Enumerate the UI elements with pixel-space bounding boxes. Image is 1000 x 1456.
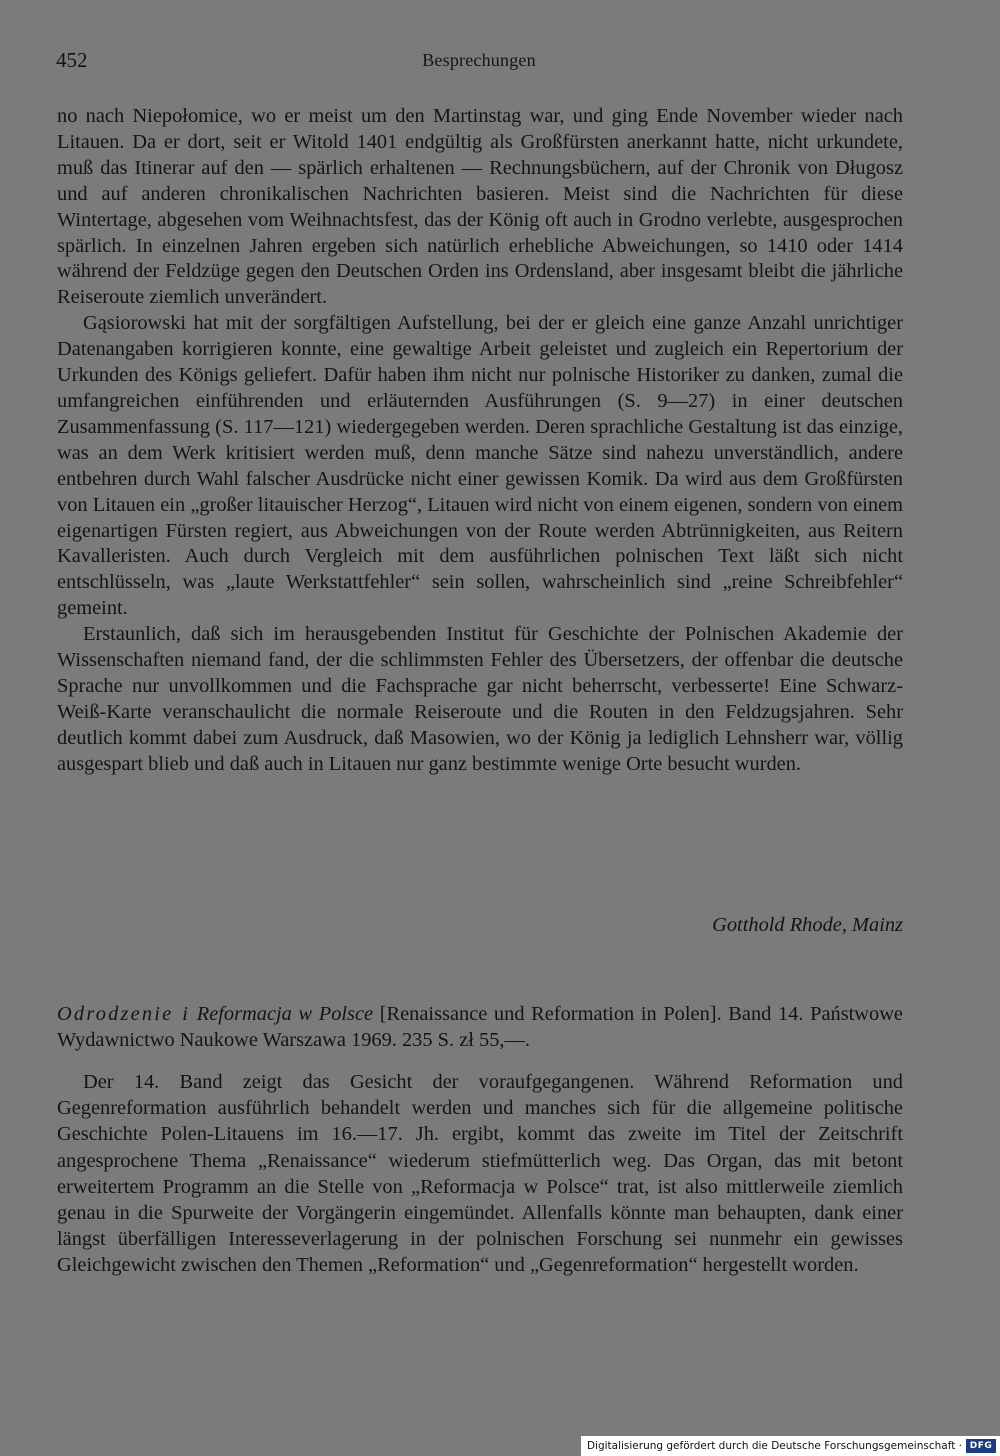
review-bibliography: [Renaissance und Reformation in Polen]. Band 14. Państwowe Wydawnictwo Naukowe Warszawa 1969. 235 S. zł 55,—. xyxy=(57,1003,903,1051)
running-head: Besprechungen xyxy=(422,50,536,70)
review-paragraph: Der 14. Band zeigt das Gesicht der voraufgegangenen. Während Reformation und Gegenreformation ausführlich behandelt werden und manches sich für die allgemeine politische Geschichte Polen-Litauens im 16.—17. Jh. ergibt, kommt das zweite im Titel der Zeitschrift angesprochene Thema „Renaissance“ wiederum stiefmütterlich weg. Das Organ, das mit betont erweitertem Programm an die Stelle von „Reformacja w Polsce“ trat, ist also mittlerweile ziemlich genau in die Spurweite der Vorgängerin eingemündet. Allenfalls könnte man behaupten, dank einer längst überfälligen Interesseverlagerung in der polnischen Forschung sei nunmehr ein gewisses Gleichgewicht zwischen den Themen „Reformation“ und „Gegenreformation“ hergestellt worden. xyxy=(57,1071,903,1277)
paragraph-1: no nach Niepołomice, wo er meist um den Martinstag war, und ging Ende November wieder nach Litauen. Da er dort, seit er Witold 1401 endgültig als Großfürsten anerkannt hatte, nicht urkundete, muß das Itinerar auf den — spärlich erhaltenen — Rechnungsbüchern, auf der Chronik von Długosz und auf anderen chronikalischen Nachrichten basieren. Meist sind die Nachrichten für diese Wintertage, abgesehen vom Weihnachtsfest, das der König oft auch in Grodno verlebte, ausgesprochen spärlich. In einzelnen Jahren ergeben sich natürlich erhebliche Abweichungen, so 1410 oder 1414 während der Feldzüge gegen den Deutschen Orden ins Ordensland, aber insgesamt bleibt die jährliche Reiseroute ziemlich unverändert. xyxy=(57,105,903,309)
review-bibliographic-heading xyxy=(57,1001,903,1053)
review-body xyxy=(57,1069,903,1279)
dfg-logo-icon: DFG xyxy=(966,1439,996,1453)
paragraph-3: Erstaunlich, daß sich im herausgebenden Institut für Geschichte der Polnischen Akademie der Wissenschaften niemand fand, der die schlimmsten Fehler des Übersetzers, der offenbar die deutsche Sprache nur unvollkommen und die Fachsprache gar nicht beherrscht, verbesserte! Eine Schwarz-Weiß-Karte veranschaulicht die normale Reiseroute und die Routen in den Feldzugsjahren. Sehr deutlich kommt dabei zum Ausdruck, daß Masowien, wo der König ja lediglich Lehnsherr war, völlig ausgespart blieb und daß auch in Litauen nur ganz bestimmte wenige Orte besucht wurden. xyxy=(57,623,903,775)
paragraph-2: Gąsiorowski hat mit der sorgfältigen Aufstellung, bei der er gleich eine ganze Anzahl unrichtiger Datenangaben korrigieren konnte, eine gewaltige Arbeit geleistet und zugleich ein Repertorium der Urkunden des Königs geliefert. Dafür haben ihm nicht nur polnische Historiker zu danken, zumal die umfangreichen einführenden und erläuternden Ausführungen (S. 9—27) in einer deutschen Zusammenfassung (S. 117—121) wiedergegeben werden. Deren sprachliche Gestaltung ist das einzige, was an dem Werk kritisiert werden muß, denn manche Sätze sind nahezu unverständlich, andere entbehren durch Wahl falscher Ausdrücke nicht einer gewissen Komik. Da wird aus dem Großfürsten von Litauen ein „großer litauischer Herzog“, Litauen wird nicht von einem eigenen, sondern von einem eigenartigen Fürsten regiert, aus Abweichungen von der Route werden Abtrünnigkeiten, aus Reitern Kavalleristen. Auch durch Vergleich mit dem ausführlichen polnischen Text läßt sich nicht entschlüsseln, was „laute Werkstattfehler“ sein sollen, wahrscheinlich sind „reine Schreibfehler“ gemeint. xyxy=(57,312,903,620)
review-heading-line xyxy=(57,1001,903,1053)
review-title-spaced: Odrodzenie i xyxy=(57,1003,191,1025)
page-number: 452 xyxy=(56,48,88,72)
digitization-footer xyxy=(581,1436,1000,1456)
review-continuation xyxy=(57,104,903,778)
footer-credit: Digitalisierung gefördert durch die Deutsche Forschungsgemeinschaft · xyxy=(586,1440,962,1452)
reviewer-signature: Gotthold Rhode, Mainz xyxy=(712,914,903,936)
review-title-italic: Reformacja w Polsce xyxy=(196,1003,374,1025)
page-header xyxy=(56,48,902,80)
